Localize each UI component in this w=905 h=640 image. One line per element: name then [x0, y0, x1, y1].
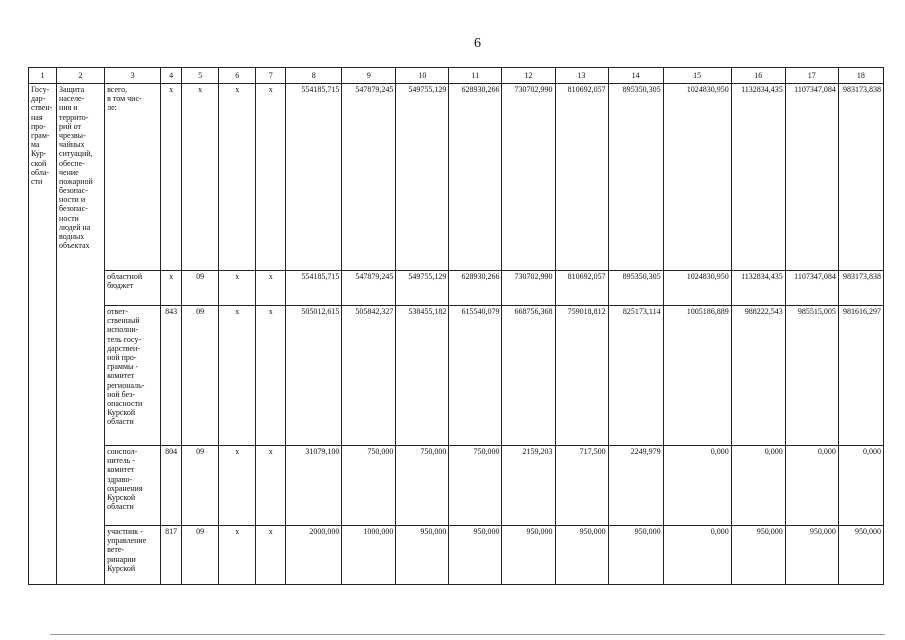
- header-cell: 16: [731, 68, 785, 84]
- header-cell: 4: [161, 68, 182, 84]
- header-cell: 18: [838, 68, 883, 84]
- header-cell: 12: [502, 68, 555, 84]
- value-cell: 547879,245: [342, 271, 396, 306]
- cell-c5: x: [182, 84, 219, 271]
- table-row: [29, 84, 884, 271]
- cell-c6: x: [219, 306, 256, 446]
- cell-c7: x: [256, 446, 286, 526]
- value-cell: 950,000: [731, 526, 785, 585]
- cell-c5: 09: [182, 271, 219, 306]
- value-cell: 1107347,084: [785, 84, 838, 271]
- cell-c5: 09: [182, 526, 219, 585]
- cell-c5: 09: [182, 446, 219, 526]
- cell-c4: 843: [161, 306, 182, 446]
- value-cell: 730702,990: [502, 84, 555, 271]
- table-row: [29, 306, 884, 446]
- page-bottom-divider: [50, 634, 885, 635]
- value-cell: 750,000: [449, 446, 502, 526]
- value-cell: 2159,203: [502, 446, 555, 526]
- value-cell: 628930,266: [449, 271, 502, 306]
- cell-c4: x: [161, 84, 182, 271]
- cell-c4: 817: [161, 526, 182, 585]
- cell-c7: x: [256, 271, 286, 306]
- value-cell: 1107347,084: [785, 271, 838, 306]
- header-row: [29, 68, 884, 84]
- header-cell: 8: [286, 68, 342, 84]
- header-cell: 1: [29, 68, 57, 84]
- header-cell: 7: [256, 68, 286, 84]
- program-name-cell: Защита населе- ния и террито- рий от чрезвы- чайных ситуаций, обеспе- чение пожарной безопас- ности и безопас- ности людей на водных объектах: [57, 84, 105, 585]
- header-cell: 2: [57, 68, 105, 84]
- budget-table: [28, 67, 884, 585]
- header-cell: 3: [105, 68, 161, 84]
- value-cell: 950,000: [396, 526, 449, 585]
- table-row: [29, 526, 884, 585]
- value-cell: 554185,715: [286, 271, 342, 306]
- cell-c7: x: [256, 84, 286, 271]
- header-cell: 13: [555, 68, 608, 84]
- value-cell: 549755,129: [396, 84, 449, 271]
- value-cell: 668756,368: [502, 306, 555, 446]
- value-cell: 950,000: [555, 526, 608, 585]
- value-cell: 0,000: [731, 446, 785, 526]
- value-cell: 985515,005: [785, 306, 838, 446]
- value-cell: 505842,327: [342, 306, 396, 446]
- value-cell: 750,000: [342, 446, 396, 526]
- value-cell: 0,000: [663, 446, 731, 526]
- value-cell: 538455,182: [396, 306, 449, 446]
- value-cell: 0,000: [838, 446, 883, 526]
- row-label: участник - управление вете- ринарии Курской: [105, 526, 161, 585]
- value-cell: 983173,838: [838, 84, 883, 271]
- value-cell: 1024830,950: [663, 271, 731, 306]
- header-cell: 6: [219, 68, 256, 84]
- cell-c6: x: [219, 526, 256, 585]
- value-cell: 1024830,950: [663, 84, 731, 271]
- value-cell: 988222,543: [731, 306, 785, 446]
- value-cell: 895350,305: [608, 271, 663, 306]
- row-label: всего, в том чис- ле:: [105, 84, 161, 271]
- value-cell: 981616,297: [838, 306, 883, 446]
- value-cell: 950,000: [785, 526, 838, 585]
- row-label: ответ- ственный исполни- тель госу- дарствен- ной про- граммы - комитет региональ- ной без- опасности Курской области: [105, 306, 161, 446]
- value-cell: 1132834,435: [731, 271, 785, 306]
- program-type-cell: Госу- дар- ствен- ная про- грам- ма Кур- ской обла- сти: [29, 84, 57, 585]
- cell-c7: x: [256, 306, 286, 446]
- value-cell: 810692,057: [555, 271, 608, 306]
- value-cell: 950,000: [608, 526, 663, 585]
- table-row: [29, 271, 884, 306]
- row-label: соиспол- нитель - комитет здраво- охранения Курской области: [105, 446, 161, 526]
- header-cell: 5: [182, 68, 219, 84]
- cell-c4: x: [161, 271, 182, 306]
- value-cell: 1132834,435: [731, 84, 785, 271]
- row-label: областной бюджет: [105, 271, 161, 306]
- value-cell: 730702,990: [502, 271, 555, 306]
- header-cell: 11: [449, 68, 502, 84]
- header-cell: 17: [785, 68, 838, 84]
- cell-c4: 804: [161, 446, 182, 526]
- value-cell: 505012,615: [286, 306, 342, 446]
- value-cell: 2000,000: [286, 526, 342, 585]
- value-cell: 31079,100: [286, 446, 342, 526]
- header-cell: 15: [663, 68, 731, 84]
- value-cell: 750,000: [396, 446, 449, 526]
- value-cell: 895350,305: [608, 84, 663, 271]
- cell-c6: x: [219, 446, 256, 526]
- value-cell: 615540,079: [449, 306, 502, 446]
- cell-c7: x: [256, 526, 286, 585]
- value-cell: 825173,114: [608, 306, 663, 446]
- value-cell: 1000,000: [342, 526, 396, 585]
- value-cell: 983173,838: [838, 271, 883, 306]
- value-cell: 549755,129: [396, 271, 449, 306]
- value-cell: 950,000: [502, 526, 555, 585]
- cell-c6: x: [219, 84, 256, 271]
- value-cell: 554185,715: [286, 84, 342, 271]
- value-cell: 950,000: [449, 526, 502, 585]
- value-cell: 950,000: [838, 526, 883, 585]
- value-cell: 547879,245: [342, 84, 396, 271]
- header-cell: 10: [396, 68, 449, 84]
- header-cell: 9: [342, 68, 396, 84]
- value-cell: 0,000: [663, 526, 731, 585]
- value-cell: 2249,979: [608, 446, 663, 526]
- table-row: [29, 446, 884, 526]
- cell-c6: x: [219, 271, 256, 306]
- value-cell: 1005186,889: [663, 306, 731, 446]
- page-number: 6: [474, 36, 481, 51]
- value-cell: 759018,812: [555, 306, 608, 446]
- header-cell: 14: [608, 68, 663, 84]
- value-cell: 810692,057: [555, 84, 608, 271]
- value-cell: 628930,266: [449, 84, 502, 271]
- cell-c5: 09: [182, 306, 219, 446]
- value-cell: 717,500: [555, 446, 608, 526]
- value-cell: 0,000: [785, 446, 838, 526]
